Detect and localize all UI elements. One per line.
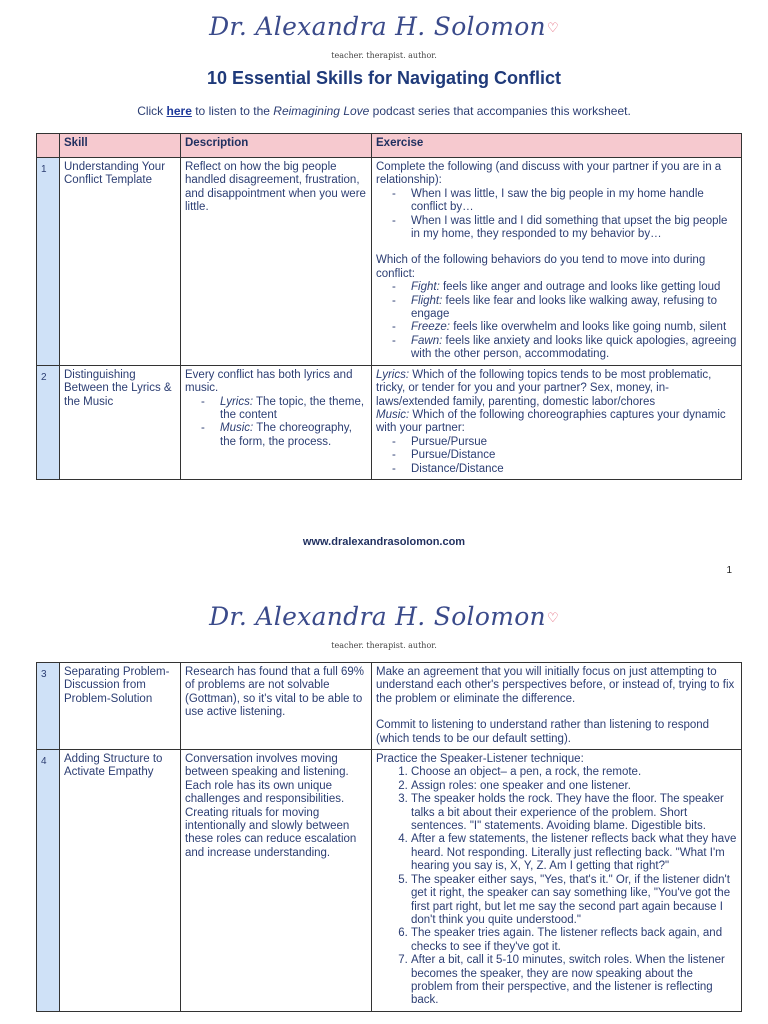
skills-table [36,133,742,480]
header-exercise: Exercise [372,134,742,158]
list-item: - Pursue/Distance [411,449,737,462]
list-item: - Lyrics: The topic, the theme, the content [220,396,367,423]
page-number: 1 [726,565,732,576]
description-list [185,396,367,450]
description-cell: Every conflict has both lyrics and music. - Lyrics: The topic, the theme, the content - Music: The choreography, the form, the process. [181,365,372,479]
logo: Dr. Alexandra H. Solomon♡ [209,12,559,41]
list-item: - When I was little and I did something that upset the big people in my home, they responded to my behavior by… [411,215,737,242]
list-item: - Fight: feels like anger and outrage and looks like getting loud [411,281,737,294]
table-row [37,158,742,366]
row-number: 1 [37,158,60,366]
skill-cell: Separating Problem-Discussion from Problem-Solution [60,663,181,750]
list-item: - Distance/Distance [411,463,737,476]
description-cell: Conversation involves moving between speaking and listening. Each role has its own unique challenges and responsibilities. Creating rituals for moving intentionally and slowly between these roles can reduce escalation and increase understanding. [181,750,372,1012]
logo: Dr. Alexandra H. Solomon♡ [209,602,559,631]
podcast-link[interactable]: here [166,104,192,118]
choreography-list [376,436,737,476]
steps-list [376,766,737,1007]
exercise-cell: Make an agreement that you will initially focus on just attempting to understand each other's perspectives before, or instead of, trying to fix the problem or eliminate the difference. Commit to listening to understand rather than listening to respond (which tends to be our default setting). [372,663,742,750]
list-item: - Freeze: feels like overwhelm and looks like going numb, silent [411,321,737,334]
tagline: teacher. therapist. author. [331,641,437,650]
list-item: 2. Assign roles: one speaker and one listener. [411,780,737,793]
exercise-cell: Complete the following (and discuss with your partner if you are in a relationship): - When I was little, I saw the big people in my home handle conflict by… - When I was little and I did something that upset the big people in my home, they responded to my behavior by… Which of the following behaviors do you tend to move into during conflict: - Fight: feels like anger and outrage and looks like getting loud - Flight: feels like fear and looks like walking away, refusing to engage - Freeze: feels like overwhelm and looks like going numb, silent - Fawn: feels like anxiety and looks like quick apologies, agreeing with the other person, accommodating. [372,158,742,366]
list-item: 1. Choose an object– a pen, a rock, the remote. [411,766,737,779]
table-header-row [37,134,742,158]
row-number: 4 [37,750,60,1012]
page-2 [0,586,768,1024]
description-cell: Research has found that a full 69% of problems are not solvable (Gottman), so it's vital to be able to use active listening. [181,663,372,750]
document-title: 10 Essential Skills for Navigating Conflict [206,68,562,88]
list-item: 3. The speaker holds the rock. They have the floor. The speaker talks a bit about their experience of the problem. Short sentences. "I" statements. Avoiding blame. Digestible bits. [411,793,737,833]
exercise-cell: Practice the Speaker-Listener technique: 1. Choose an object– a pen, a rock, the remote. 2. Assign roles: one speaker and one listener. 3. The speaker holds the rock. They have the floor. The speaker talks a bit about their experience of the problem. Short sentences. "I" statements. Avoiding blame. Digestible bits. 4. After a few statements, the listener reflects back what they have heard. Not responding. Literally just reflecting back. "What I'm hearing you say is, X, Y, Z. Am I getting that right?" 5. The speaker either says, "Yes, that's it." Or, if the listener didn't get it right, the speaker can say something like, "You've got the first part right, but let me say the second part again because I don't think you quite understood." 6. The speaker tries again. The listener reflects back again, and checks to see if they've got it. 7. After a bit, call it 5-10 minutes, switch roles. When the listener becomes the speaker, they are now speaking about the problem from their perspective, and the listener is reflecting back. [372,750,742,1012]
exercise-cell: Lyrics: Which of the following topics tends to be most problematic, tricky, or tender for you and your partner? Sex, money, in-laws/extended family, parenting, domestic labor/chores Music: Which of the following choreographies captures your dynamic with your partner: - Pursue/Pursue - Pursue/Distance - Distance/Distance [372,365,742,479]
table-row [37,365,742,479]
tagline: teacher. therapist. author. [331,51,437,60]
header-description: Description [181,134,372,158]
skill-cell: Adding Structure to Activate Empathy [60,750,181,1012]
skill-cell: Understanding Your Conflict Template [60,158,181,366]
list-item: 5. The speaker either says, "Yes, that's it." Or, if the listener didn't get it right, the speaker can say something like, "You've got the first part right, but let me say the second part again because I don't think you quite understood." [411,874,737,928]
list-item: - Flight: feels like fear and looks like walking away, refusing to engage [411,295,737,322]
description-cell: Reflect on how the big people handled disagreement, frustration, and disappointment when you were little. [181,158,372,366]
header-skill: Skill [60,134,181,158]
intro-text: Click here to listen to the Reimagining Love podcast series that accompanies this worksheet. [137,104,631,118]
list-item: 6. The speaker tries again. The listener reflects back again, and checks to see if they've got it. [411,927,737,954]
table-row [37,663,742,750]
footer-url: www.dralexandrasolomon.com [302,536,466,548]
heart-icon: ♡ [546,21,559,36]
table-row [37,750,742,1012]
list-item: - When I was little, I saw the big people in my home handle conflict by… [411,188,737,215]
behavior-list [376,281,737,361]
list-item: 7. After a bit, call it 5-10 minutes, switch roles. When the listener becomes the speaker, they are now speaking about the problem from their perspective, and the listener is reflecting back. [411,954,737,1008]
skill-cell: Distinguishing Between the Lyrics & the Music [60,365,181,479]
heart-icon: ♡ [546,611,559,626]
list-item: - Pursue/Pursue [411,436,737,449]
row-number: 3 [37,663,60,750]
prompt-list [376,188,737,242]
row-number: 2 [37,365,60,479]
header-num-cell [37,134,60,158]
skills-table-continued [36,662,742,1012]
list-item: - Music: The choreography, the form, the process. [220,422,367,449]
list-item: - Fawn: feels like anxiety and looks like quick apologies, agreeing with the other person, accommodating. [411,335,737,362]
list-item: 4. After a few statements, the listener reflects back what they have heard. Not responding. Literally just reflecting back. "What I'm hearing you say is, X, Y, Z. Am I getting that right?" [411,833,737,873]
